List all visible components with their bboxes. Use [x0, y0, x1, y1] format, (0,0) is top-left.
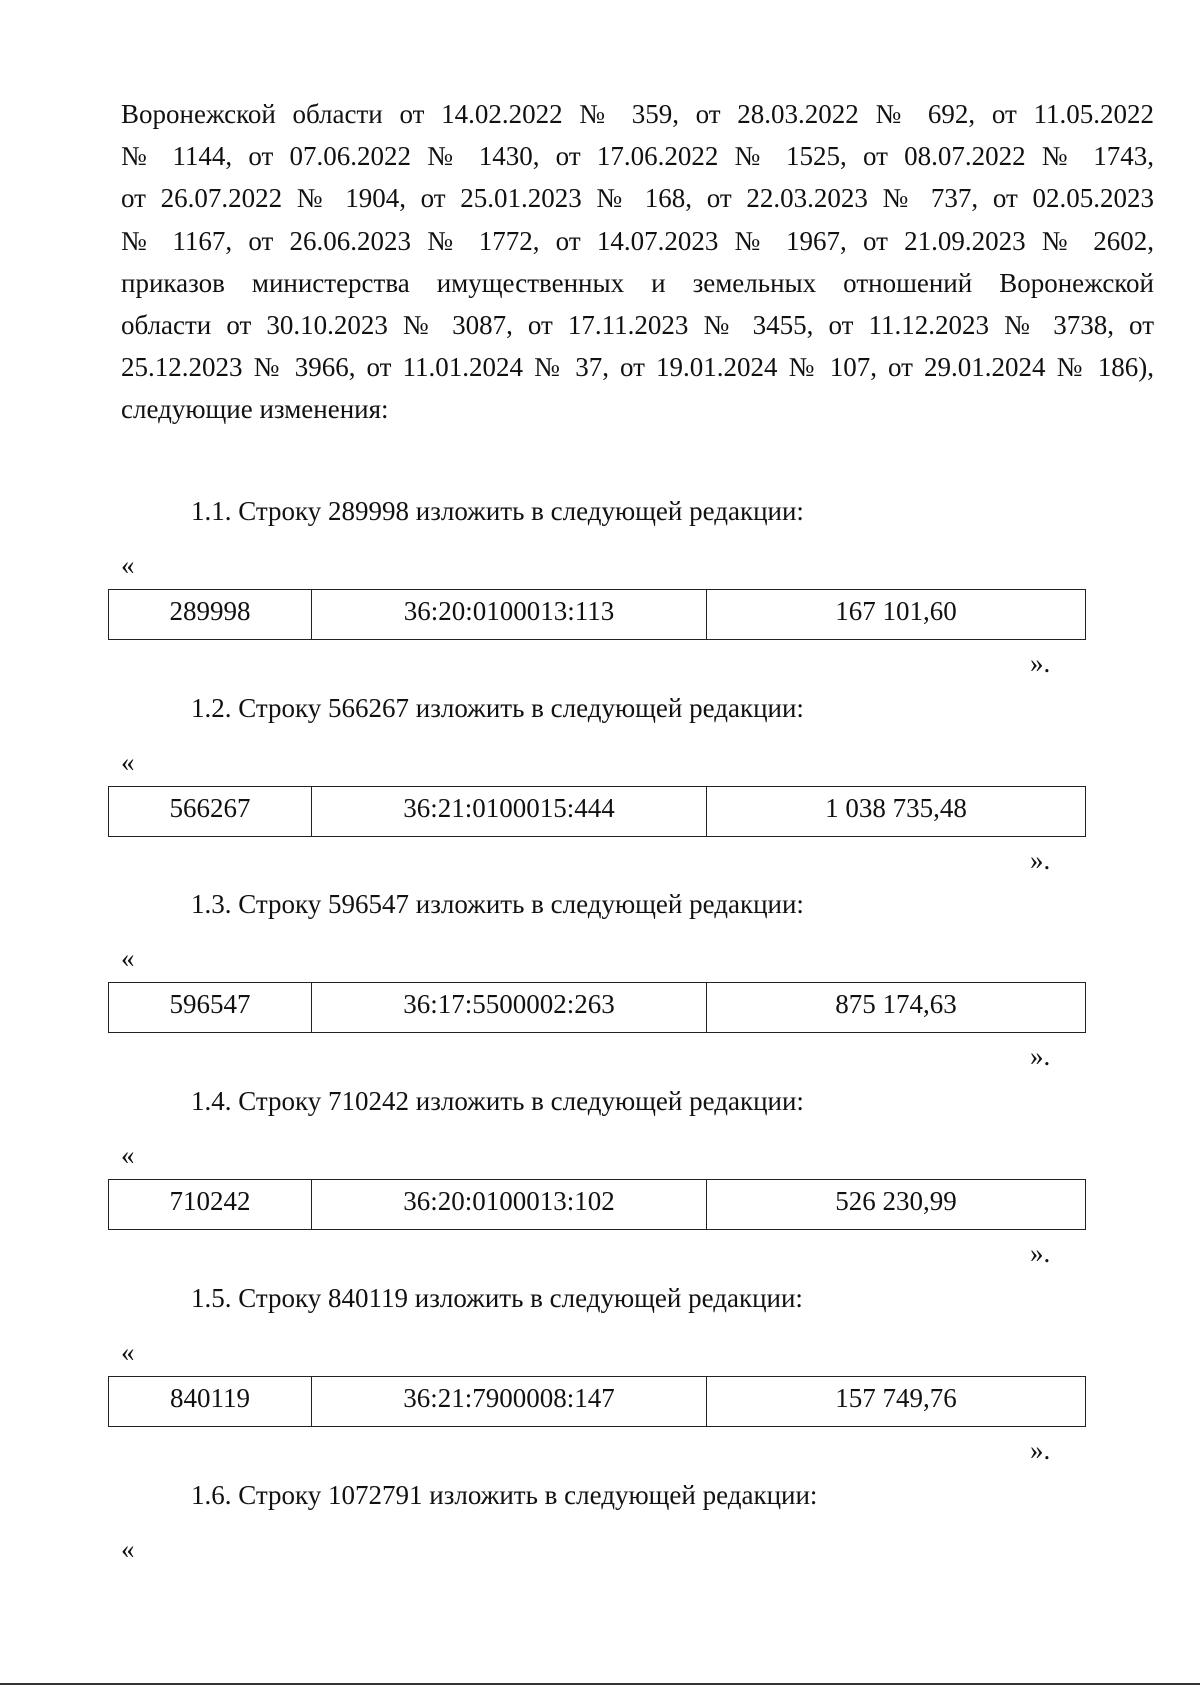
row-number-cell: 289998 — [109, 590, 312, 640]
section-title: 1.3. Строку 596547 изложить в следующей редакции: — [191, 889, 804, 919]
replacement-row-table — [108, 589, 1086, 640]
table-row — [109, 983, 1086, 1033]
close-quote: ». — [1030, 1435, 1051, 1465]
table-row — [109, 1180, 1086, 1230]
value-cell: 157 749,76 — [707, 1377, 1086, 1427]
intro-line: приказов министерства имущественных и земельных отношений Воронежской — [121, 267, 1154, 298]
row-number-cell: 566267 — [109, 787, 312, 837]
cadastral-number-cell: 36:21:7900008:147 — [312, 1377, 707, 1427]
open-quote: « — [121, 943, 135, 973]
section-title: 1.2. Строку 566267 изложить в следующей редакции: — [191, 693, 804, 723]
intro-line: 25.12.2023 № 3966, от 11.01.2024 № 37, от 19.01.2024 № 107, от 29.01.2024 № 186), — [121, 352, 1154, 383]
replacement-row-table — [108, 982, 1086, 1033]
cadastral-number-cell: 36:21:0100015:444 — [312, 787, 707, 837]
intro-line: № 1167, от 26.06.2023 № 1772, от 14.07.2023 № 1967, от 21.09.2023 № 2602, — [121, 225, 1154, 256]
intro-line: № 1144, от 07.06.2022 № 1430, от 17.06.2022 № 1525, от 08.07.2022 № 1743, — [121, 141, 1154, 172]
cadastral-number-cell: 36:20:0100013:102 — [312, 1180, 707, 1230]
close-quote: ». — [1030, 648, 1051, 678]
table-row — [109, 1377, 1086, 1427]
section-title: 1.1. Строку 289998 изложить в следующей редакции: — [191, 496, 804, 526]
replacement-row-table — [108, 786, 1086, 837]
row-number-cell: 596547 — [109, 983, 312, 1033]
value-cell: 167 101,60 — [707, 590, 1086, 640]
intro-line: от 26.07.2022 № 1904, от 25.01.2023 № 168, от 22.03.2023 № 737, от 02.05.2023 — [121, 183, 1154, 214]
section-title: 1.4. Строку 710242 изложить в следующей редакции: — [191, 1086, 804, 1116]
section-title: 1.5. Строку 840119 изложить в следующей редакции: — [191, 1283, 803, 1313]
intro-paragraph — [121, 93, 1154, 431]
table-row — [109, 590, 1086, 640]
intro-line: следующие изменения: — [121, 394, 389, 425]
close-quote: ». — [1030, 1041, 1051, 1071]
section-title: 1.6. Строку 1072791 изложить в следующей редакции: — [191, 1480, 818, 1510]
open-quote: « — [121, 550, 135, 580]
row-number-cell: 710242 — [109, 1180, 312, 1230]
open-quote: « — [121, 1337, 135, 1367]
close-quote: ». — [1030, 1238, 1051, 1268]
replacement-row-table — [108, 1179, 1086, 1230]
row-number-cell: 840119 — [109, 1377, 312, 1427]
value-cell: 875 174,63 — [707, 983, 1086, 1033]
value-cell: 1 038 735,48 — [707, 787, 1086, 837]
open-quote: « — [121, 1140, 135, 1170]
close-quote: ». — [1030, 845, 1051, 875]
open-quote: « — [121, 1534, 135, 1564]
open-quote: « — [121, 747, 135, 777]
table-row — [109, 787, 1086, 837]
replacement-row-table — [108, 1376, 1086, 1427]
cadastral-number-cell: 36:20:0100013:113 — [312, 590, 707, 640]
value-cell: 526 230,99 — [707, 1180, 1086, 1230]
cadastral-number-cell: 36:17:5500002:263 — [312, 983, 707, 1033]
page-bottom-rule — [0, 1683, 1200, 1685]
intro-line: области от 30.10.2023 № 3087, от 17.11.2023 № 3455, от 11.12.2023 № 3738, от — [121, 309, 1154, 340]
intro-line: Воронежской области от 14.02.2022 № 359, от 28.03.2022 № 692, от 11.05.2022 — [121, 99, 1154, 129]
